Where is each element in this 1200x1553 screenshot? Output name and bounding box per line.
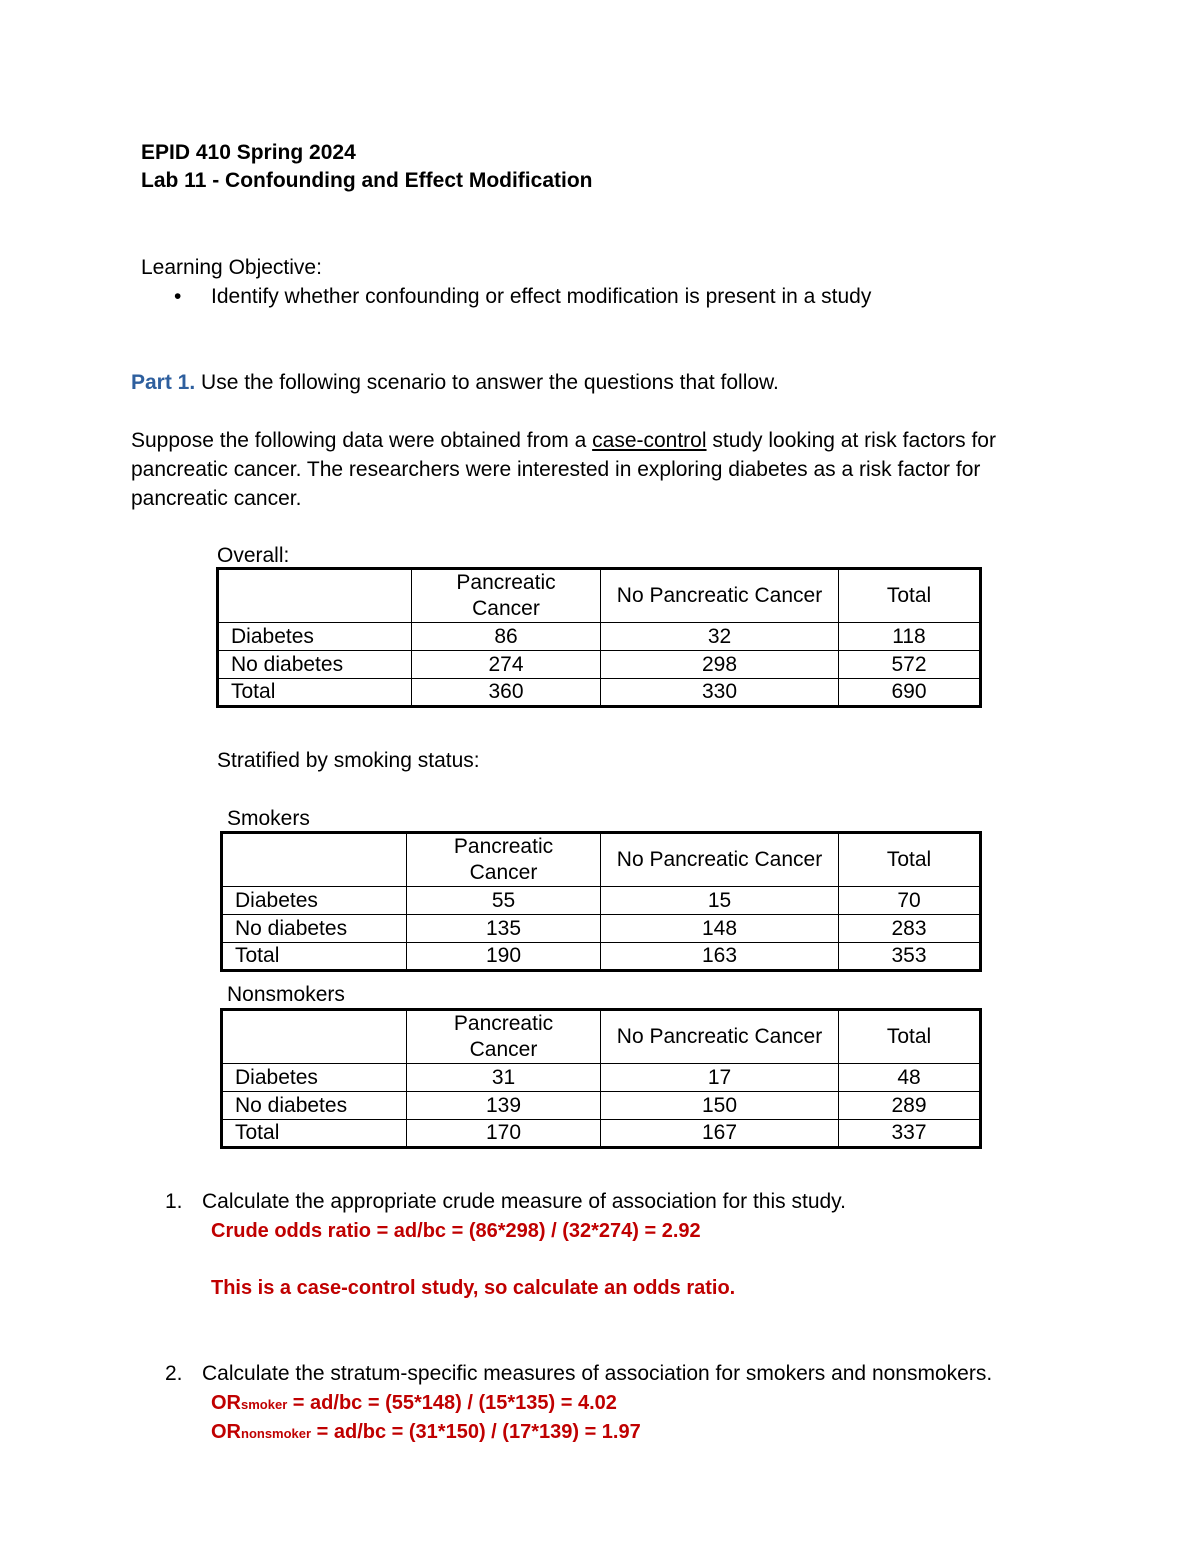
table-cell: 139 — [407, 1092, 601, 1120]
table-row — [218, 679, 981, 707]
row-label: No diabetes — [222, 915, 407, 943]
or-nonsmoker-calc: = ad/bc = (31*150) / (17*139) = 1.97 — [311, 1421, 641, 1443]
or-nonsmoker-answer — [211, 1418, 641, 1448]
row-label: Diabetes — [222, 1064, 407, 1092]
course-title: EPID 410 Spring 2024 — [141, 141, 356, 164]
nonsmokers-table-title: Nonsmokers — [227, 983, 345, 1006]
header-cell: Total — [839, 833, 981, 887]
table-cell: 690 — [839, 679, 981, 707]
part1-instruction: Use the following scenario to answer the questions that follow. — [201, 371, 779, 394]
table-cell: 298 — [601, 651, 839, 679]
table-row — [222, 1092, 981, 1120]
header-cell: Pancreatic Cancer — [407, 1010, 601, 1064]
question-1-note: This is a case-control study, so calculate an odds ratio. — [211, 1277, 736, 1299]
header-cell: No Pancreatic Cancer — [601, 569, 839, 623]
row-label: Diabetes — [218, 623, 412, 651]
table-cell: 360 — [412, 679, 601, 707]
nonsmoker-subscript: nonsmoker — [241, 1426, 312, 1441]
table-cell: 337 — [839, 1120, 981, 1148]
table-row — [222, 943, 981, 971]
nonsmokers-table — [220, 1008, 982, 1149]
table-row — [218, 623, 981, 651]
table-cell: 48 — [839, 1064, 981, 1092]
question-2-number: 2. — [165, 1362, 183, 1385]
table-cell: 330 — [601, 679, 839, 707]
row-label: No diabetes — [218, 651, 412, 679]
table-cell: 170 — [407, 1120, 601, 1148]
header-cell: Pancreatic Cancer — [407, 833, 601, 887]
scenario-line-1 — [131, 427, 996, 455]
header-cell — [222, 1010, 407, 1064]
header-cell: Total — [839, 569, 981, 623]
table-header-row — [222, 1010, 981, 1064]
table-cell: 148 — [601, 915, 839, 943]
overall-table-title: Overall: — [217, 544, 290, 567]
table-row — [222, 915, 981, 943]
scenario-line-2: pancreatic cancer. The researchers were interested in exploring diabetes as a risk factor for — [131, 458, 981, 481]
scenario-line-3: pancreatic cancer. — [131, 487, 302, 510]
question-1-answer: Crude odds ratio = ad/bc = (86*298) / (32*274) = 2.92 — [211, 1220, 701, 1242]
table-cell: 55 — [407, 887, 601, 915]
smoker-subscript: smoker — [241, 1397, 288, 1412]
table-row — [222, 1064, 981, 1092]
table-cell: 190 — [407, 943, 601, 971]
or-prefix: OR — [211, 1421, 241, 1443]
table-cell: 289 — [839, 1092, 981, 1120]
table-cell: 32 — [601, 623, 839, 651]
or-smoker-calc: = ad/bc = (55*148) / (15*135) = 4.02 — [287, 1392, 617, 1414]
question-1-text: Calculate the appropriate crude measure of association for this study. — [202, 1190, 846, 1213]
table-row — [222, 887, 981, 915]
table-header-row — [218, 569, 981, 623]
table-cell: 167 — [601, 1120, 839, 1148]
table-cell: 150 — [601, 1092, 839, 1120]
objective-item: Identify whether confounding or effect modification is present in a study — [211, 285, 872, 308]
header-cell — [222, 833, 407, 887]
table-row — [222, 1120, 981, 1148]
row-label: Total — [222, 1120, 407, 1148]
row-label: Total — [222, 943, 407, 971]
table-cell: 70 — [839, 887, 981, 915]
table-cell: 86 — [412, 623, 601, 651]
table-cell: 274 — [412, 651, 601, 679]
table-cell: 17 — [601, 1064, 839, 1092]
question-1-number: 1. — [165, 1190, 183, 1213]
objective-heading: Learning Objective: — [141, 256, 322, 279]
header-cell: Pancreatic Cancer — [412, 569, 601, 623]
table-cell: 31 — [407, 1064, 601, 1092]
table-cell: 135 — [407, 915, 601, 943]
scenario-post: study looking at risk factors for — [706, 429, 996, 452]
table-cell: 283 — [839, 915, 981, 943]
table-header-row — [222, 833, 981, 887]
header-cell: No Pancreatic Cancer — [601, 833, 839, 887]
lab-title: Lab 11 - Confounding and Effect Modification — [141, 169, 593, 192]
row-label: No diabetes — [222, 1092, 407, 1120]
or-prefix: OR — [211, 1392, 241, 1414]
part1-label: Part 1. — [131, 371, 196, 394]
table-cell: 163 — [601, 943, 839, 971]
part1-line — [131, 369, 779, 397]
table-cell: 15 — [601, 887, 839, 915]
table-cell: 353 — [839, 943, 981, 971]
question-2-text: Calculate the stratum-specific measures of association for smokers and nonsmokers. — [202, 1362, 993, 1385]
row-label: Total — [218, 679, 412, 707]
case-control-term: case-control — [592, 429, 707, 452]
header-cell: Total — [839, 1010, 981, 1064]
smokers-table-title: Smokers — [227, 807, 310, 830]
table-row — [218, 651, 981, 679]
header-cell — [218, 569, 412, 623]
table-cell: 118 — [839, 623, 981, 651]
scenario-pre: Suppose the following data were obtained from a — [131, 429, 593, 452]
smokers-table — [220, 831, 982, 972]
overall-table — [216, 567, 982, 708]
header-cell: No Pancreatic Cancer — [601, 1010, 839, 1064]
stratified-heading: Stratified by smoking status: — [217, 749, 480, 772]
bullet-icon: • — [174, 285, 182, 308]
row-label: Diabetes — [222, 887, 407, 915]
or-smoker-answer — [211, 1389, 617, 1419]
table-cell: 572 — [839, 651, 981, 679]
